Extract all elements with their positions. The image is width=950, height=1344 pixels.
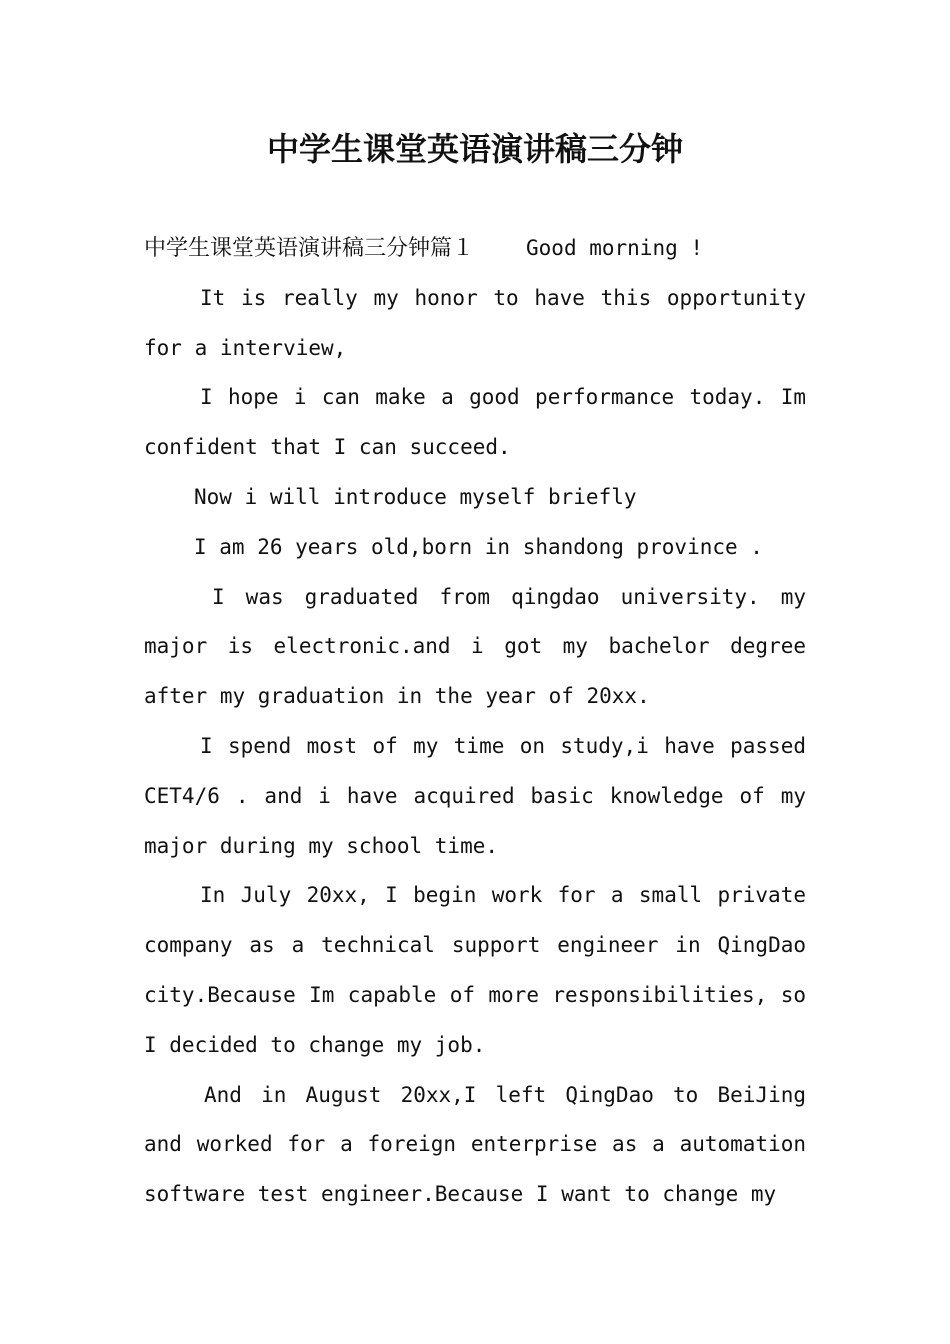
document-body [144, 224, 806, 1220]
paragraph-6: I spend most of my time on study,i have passed CET4/6 . and i have acquired basic knowledge of my major during my school time. [144, 733, 806, 858]
paragraph-1: It is really my honor to have this opportunity for a interview, [144, 285, 806, 360]
section-heading: 中学生课堂英语演讲稿三分钟篇１ [144, 236, 475, 261]
paragraph-3: Now i will introduce myself briefly [194, 484, 637, 509]
paragraph-4: I am 26 years old,born in shandong province . [194, 534, 763, 559]
paragraph-8: And in August 20xx,I left QingDao to BeiJing and worked for a foreign enterprise as a automation software test engineer.Because I want to change my [144, 1082, 806, 1207]
heading-line [144, 224, 806, 274]
paragraph-7: In July 20xx, I begin work for a small private company as a technical support engineer in QingDao city.Because Im capable of more responsibilities, so I decided to change my job. [144, 883, 806, 1057]
paragraph-2: I hope i can make a good performance today. Im confident that I can succeed. [144, 385, 806, 460]
document-title: 中学生课堂英语演讲稿三分钟 [266, 130, 683, 168]
greeting-text: Good morning ! [526, 236, 704, 260]
paragraph-5: I was graduated from qingdao university. my major is electronic.and i got my bachelor degree after my graduation in the year of 20xx. [144, 584, 806, 709]
